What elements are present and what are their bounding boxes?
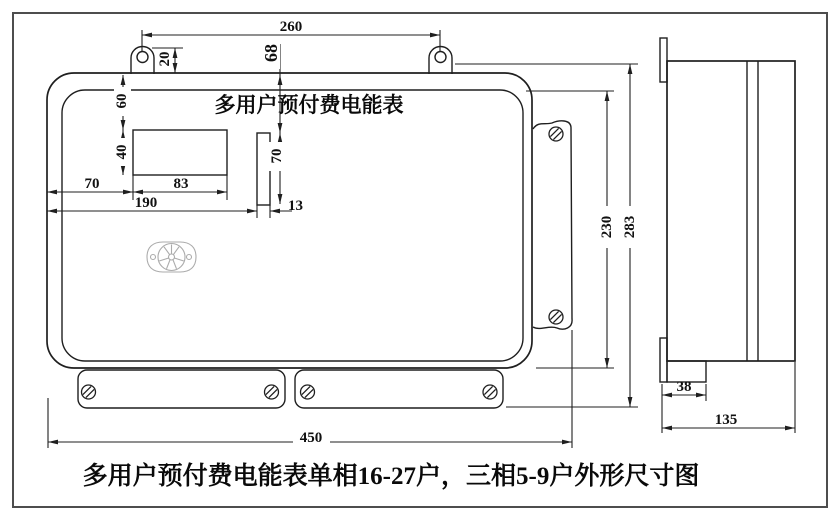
terminal-cover-left — [78, 370, 285, 408]
dim-label-230: 230 — [599, 215, 615, 239]
front-title: 多用户预付费电能表 — [214, 93, 404, 117]
side-tab-bottom — [660, 338, 667, 382]
dimensions-side — [662, 362, 795, 433]
mounting-hole-left — [137, 52, 148, 63]
dim-label-283: 283 — [622, 215, 638, 239]
dim-label-190: 190 — [134, 195, 158, 211]
meter-case-outline — [47, 73, 532, 368]
screw-cover-4 — [483, 385, 497, 399]
screw-strip-bottom — [549, 310, 563, 324]
mounting-hole-right — [435, 52, 446, 63]
meter-cover — [62, 90, 523, 361]
dim-label-13: 13 — [288, 198, 303, 214]
terminal-cover-right — [295, 370, 503, 408]
screw-cover-2 — [265, 385, 279, 399]
dim-label-260: 260 — [279, 19, 303, 35]
dim-label-40: 40 — [114, 144, 130, 160]
dim-label-135: 135 — [714, 412, 738, 428]
dim-label-70-slot: 70 — [269, 148, 285, 164]
dim-label-83: 83 — [173, 176, 189, 192]
screw-strip-top — [549, 127, 563, 141]
screw-cover-1 — [82, 385, 96, 399]
dim-label-70-left: 70 — [84, 176, 100, 192]
display-window — [133, 130, 227, 175]
side-mounting-strip — [533, 121, 572, 329]
seal-emblem — [147, 242, 196, 272]
side-body — [667, 61, 795, 361]
sheet-frame — [13, 13, 827, 507]
dim-label-68: 68 — [261, 44, 281, 62]
dim-label-450: 450 — [299, 430, 323, 446]
side-view — [660, 38, 795, 382]
side-tab-top — [660, 38, 667, 82]
dim-label-60: 60 — [114, 93, 130, 109]
dim-label-38: 38 — [676, 379, 692, 395]
screw-cover-3 — [301, 385, 315, 399]
caption-title: 多用户预付费电能表单相16-27户，三相5-9户外形尺寸图 — [82, 463, 700, 490]
dim-label-20: 20 — [157, 51, 173, 67]
dimensions-front — [47, 19, 638, 448]
